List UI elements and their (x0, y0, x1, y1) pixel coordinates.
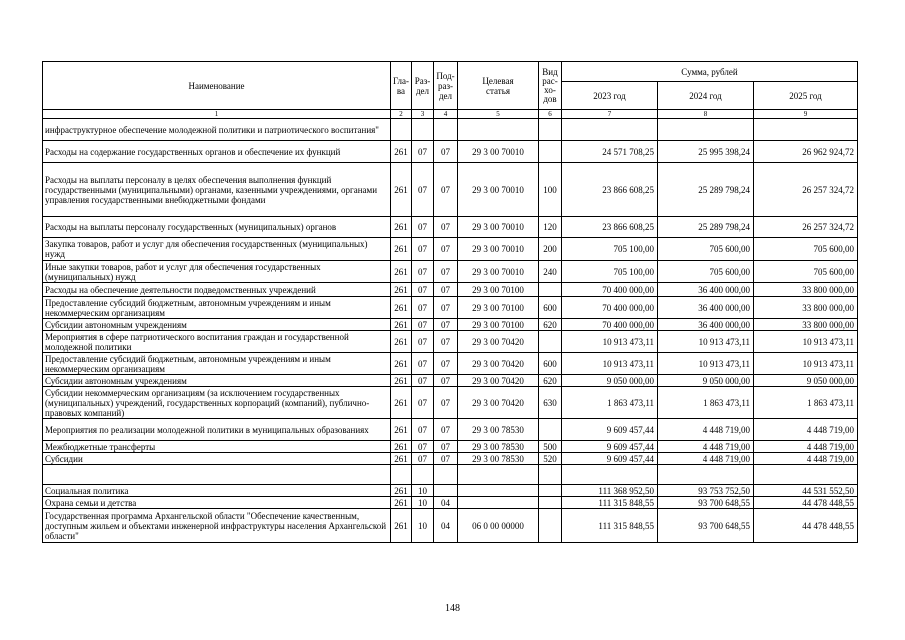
row-target-article (458, 465, 539, 485)
table-row (43, 375, 858, 387)
row-chapter: 261 (391, 419, 412, 441)
row-subsection: 07 (434, 297, 458, 319)
row-name (43, 465, 391, 485)
row-subsection: 07 (434, 387, 458, 419)
col-num: 9 (754, 110, 858, 119)
row-target-article (458, 497, 539, 509)
row-sum-2023: 10 913 473,11 (562, 331, 658, 353)
row-sum-2025: 26 257 324,72 (754, 163, 858, 217)
col-num: 4 (434, 110, 458, 119)
row-sum-2023: 111 315 848,55 (562, 509, 658, 543)
header-vid: Вид рас- хо- дов (539, 62, 562, 110)
table-row (43, 485, 858, 497)
row-sum-2025: 9 050 000,00 (754, 375, 858, 387)
row-name: Субсидии (43, 453, 391, 465)
row-name: Расходы на выплаты персоналу в целях обеспечения выполнения функций государственными (муниципальными) органами, казенными учреждениями, органами управления государственными внебюджетными фондами (43, 163, 391, 217)
row-name: Расходы на выплаты персоналу государственных (муниципальных) органов (43, 217, 391, 238)
row-sum-2023: 10 913 473,11 (562, 353, 658, 375)
row-sum-2024: 93 753 752,50 (658, 485, 754, 497)
row-expense-type: 520 (539, 453, 562, 465)
row-subsection: 07 (434, 353, 458, 375)
row-chapter: 261 (391, 375, 412, 387)
row-section: 07 (412, 283, 434, 297)
row-target-article: 29 3 00 70010 (458, 141, 539, 163)
row-sum-2023: 70 400 000,00 (562, 283, 658, 297)
table-row (43, 453, 858, 465)
row-name: Межбюджетные трансферты (43, 441, 391, 453)
row-sum-2025: 10 913 473,11 (754, 331, 858, 353)
table-row (43, 509, 858, 543)
row-section: 07 (412, 387, 434, 419)
table-row (43, 261, 858, 283)
table-row (43, 163, 858, 217)
header-row-1 (43, 62, 858, 82)
row-sum-2023: 24 571 708,25 (562, 141, 658, 163)
row-chapter: 261 (391, 353, 412, 375)
row-chapter (391, 465, 412, 485)
row-chapter: 261 (391, 261, 412, 283)
row-name: Предоставление субсидий бюджетным, автономным учреждениям и иным некоммерческим организациям (43, 353, 391, 375)
row-expense-type (539, 485, 562, 497)
row-sum-2025: 44 478 448,55 (754, 509, 858, 543)
row-subsection: 07 (434, 419, 458, 441)
header-glava: Гла- ва (391, 62, 412, 110)
row-target-article (458, 485, 539, 497)
row-sum-2025: 26 962 924,72 (754, 141, 858, 163)
row-sum-2025: 1 863 473,11 (754, 387, 858, 419)
row-expense-type: 600 (539, 353, 562, 375)
row-sum-2023: 9 609 457,44 (562, 419, 658, 441)
header-sum: Сумма, рублей (562, 62, 858, 82)
row-name: Расходы на содержание государственных органов и обеспечение их функций (43, 141, 391, 163)
row-expense-type: 500 (539, 441, 562, 453)
row-chapter: 261 (391, 163, 412, 217)
header-podrazdel: Под- раз- дел (434, 62, 458, 110)
header-year-2023: 2023 год (562, 82, 658, 110)
row-name: Мероприятия по реализации молодежной политики в муниципальных образованиях (43, 419, 391, 441)
row-sum-2023: 111 315 848,55 (562, 497, 658, 509)
row-expense-type (539, 509, 562, 543)
row-expense-type: 120 (539, 217, 562, 238)
row-sum-2025: 705 600,00 (754, 238, 858, 261)
row-subsection: 07 (434, 441, 458, 453)
row-sum-2024: 10 913 473,11 (658, 353, 754, 375)
row-sum-2025: 33 800 000,00 (754, 283, 858, 297)
row-sum-2025: 26 257 324,72 (754, 217, 858, 238)
row-section: 07 (412, 375, 434, 387)
row-target-article: 29 3 00 70010 (458, 163, 539, 217)
row-expense-type: 600 (539, 297, 562, 319)
row-section: 07 (412, 319, 434, 331)
column-number-row (43, 110, 858, 119)
row-name: Расходы на обеспечение деятельности подведомственных учреждений (43, 283, 391, 297)
row-section: 10 (412, 509, 434, 543)
row-chapter: 261 (391, 497, 412, 509)
row-target-article: 29 3 00 70010 (458, 261, 539, 283)
row-subsection: 04 (434, 509, 458, 543)
row-section (412, 119, 434, 141)
row-subsection: 07 (434, 238, 458, 261)
row-name: Предоставление субсидий бюджетным, автономным учреждениям и иным некоммерческим организациям (43, 297, 391, 319)
table-row (43, 217, 858, 238)
row-section (412, 465, 434, 485)
row-subsection: 07 (434, 331, 458, 353)
row-section: 07 (412, 441, 434, 453)
row-subsection (434, 119, 458, 141)
row-sum-2024: 36 400 000,00 (658, 319, 754, 331)
col-num: 5 (458, 110, 539, 119)
row-sum-2023: 70 400 000,00 (562, 319, 658, 331)
row-chapter: 261 (391, 387, 412, 419)
row-subsection: 07 (434, 261, 458, 283)
row-sum-2024: 36 400 000,00 (658, 297, 754, 319)
row-target-article (458, 119, 539, 141)
row-chapter: 261 (391, 441, 412, 453)
row-target-article: 29 3 00 78530 (458, 453, 539, 465)
row-name: Субсидии некоммерческим организациям (за исключением государственных (муниципальных) учреждений, государственных корпораций (компаний), публично-правовых компаний) (43, 387, 391, 419)
row-target-article: 29 3 00 70420 (458, 375, 539, 387)
row-sum-2024: 36 400 000,00 (658, 283, 754, 297)
row-expense-type: 620 (539, 319, 562, 331)
row-name: Закупка товаров, работ и услуг для обеспечения государственных (муниципальных) нужд (43, 238, 391, 261)
row-name: Государственная программа Архангельской области "Обеспечение качественным, доступным жильем и объектами инженерной инфраструктуры населения Архангельской области" (43, 509, 391, 543)
row-section: 07 (412, 217, 434, 238)
row-name: Охрана семьи и детства (43, 497, 391, 509)
row-sum-2023: 705 100,00 (562, 261, 658, 283)
col-num: 2 (391, 110, 412, 119)
row-name: Социальная политика (43, 485, 391, 497)
row-sum-2025: 4 448 719,00 (754, 441, 858, 453)
row-chapter: 261 (391, 297, 412, 319)
row-sum-2025: 33 800 000,00 (754, 319, 858, 331)
row-subsection: 07 (434, 375, 458, 387)
row-section: 07 (412, 141, 434, 163)
budget-table (42, 61, 858, 543)
header-year-2025: 2025 год (754, 82, 858, 110)
row-section: 07 (412, 331, 434, 353)
row-sum-2024: 93 700 648,55 (658, 497, 754, 509)
table-row (43, 283, 858, 297)
col-num: 7 (562, 110, 658, 119)
row-subsection: 07 (434, 283, 458, 297)
row-sum-2023: 9 609 457,44 (562, 453, 658, 465)
row-sum-2025 (754, 465, 858, 485)
row-target-article: 06 0 00 00000 (458, 509, 539, 543)
row-sum-2024: 1 863 473,11 (658, 387, 754, 419)
row-target-article: 29 3 00 70100 (458, 297, 539, 319)
row-sum-2023: 70 400 000,00 (562, 297, 658, 319)
table-row (43, 119, 858, 141)
row-sum-2024 (658, 119, 754, 141)
row-name: инфраструктурное обеспечение молодежной политики и патриотического воспитания" (43, 119, 391, 141)
row-sum-2023: 705 100,00 (562, 238, 658, 261)
row-subsection (434, 485, 458, 497)
row-subsection: 07 (434, 141, 458, 163)
budget-table-sheet (42, 61, 857, 543)
table-row (43, 419, 858, 441)
row-section: 07 (412, 419, 434, 441)
row-sum-2023: 9 609 457,44 (562, 441, 658, 453)
row-expense-type: 240 (539, 261, 562, 283)
row-section: 10 (412, 497, 434, 509)
row-sum-2025: 4 448 719,00 (754, 419, 858, 441)
row-expense-type: 200 (539, 238, 562, 261)
table-row (43, 353, 858, 375)
row-sum-2024: 4 448 719,00 (658, 441, 754, 453)
header-year-2024: 2024 год (658, 82, 754, 110)
col-num: 1 (43, 110, 391, 119)
row-subsection: 04 (434, 497, 458, 509)
row-sum-2025: 33 800 000,00 (754, 297, 858, 319)
row-expense-type (539, 283, 562, 297)
row-target-article: 29 3 00 70420 (458, 331, 539, 353)
row-subsection: 07 (434, 319, 458, 331)
row-name: Иные закупки товаров, работ и услуг для обеспечения государственных (муниципальных) нужд (43, 261, 391, 283)
table-body (43, 119, 858, 543)
row-expense-type (539, 141, 562, 163)
row-sum-2024: 705 600,00 (658, 238, 754, 261)
row-name: Субсидии автономным учреждениям (43, 319, 391, 331)
col-num: 8 (658, 110, 754, 119)
row-target-article: 29 3 00 70010 (458, 217, 539, 238)
table-row (43, 238, 858, 261)
row-section: 07 (412, 261, 434, 283)
row-subsection: 07 (434, 217, 458, 238)
row-sum-2024: 25 289 798,24 (658, 217, 754, 238)
row-chapter: 261 (391, 485, 412, 497)
row-chapter: 261 (391, 141, 412, 163)
row-expense-type: 630 (539, 387, 562, 419)
col-num: 6 (539, 110, 562, 119)
row-sum-2024: 4 448 719,00 (658, 453, 754, 465)
table-row (43, 387, 858, 419)
row-sum-2024: 9 050 000,00 (658, 375, 754, 387)
row-sum-2024: 10 913 473,11 (658, 331, 754, 353)
row-sum-2024: 25 289 798,24 (658, 163, 754, 217)
row-chapter: 261 (391, 453, 412, 465)
row-chapter: 261 (391, 331, 412, 353)
row-sum-2023 (562, 465, 658, 485)
header-razdel: Раз- дел (412, 62, 434, 110)
row-sum-2023: 1 863 473,11 (562, 387, 658, 419)
row-section: 07 (412, 297, 434, 319)
row-sum-2025: 44 531 552,50 (754, 485, 858, 497)
row-sum-2024: 93 700 648,55 (658, 509, 754, 543)
row-sum-2024: 4 448 719,00 (658, 419, 754, 441)
row-sum-2025 (754, 119, 858, 141)
row-section: 07 (412, 353, 434, 375)
row-chapter (391, 119, 412, 141)
row-section: 07 (412, 453, 434, 465)
page-number: 148 (445, 603, 460, 614)
row-section: 07 (412, 238, 434, 261)
row-sum-2024: 705 600,00 (658, 261, 754, 283)
row-expense-type (539, 331, 562, 353)
row-chapter: 261 (391, 283, 412, 297)
table-row (43, 141, 858, 163)
row-target-article: 29 3 00 78530 (458, 441, 539, 453)
row-expense-type: 100 (539, 163, 562, 217)
row-target-article: 29 3 00 70420 (458, 353, 539, 375)
row-expense-type (539, 419, 562, 441)
row-target-article: 29 3 00 70100 (458, 283, 539, 297)
row-expense-type (539, 497, 562, 509)
row-target-article: 29 3 00 78530 (458, 419, 539, 441)
table-row (43, 497, 858, 509)
table-row (43, 297, 858, 319)
row-expense-type (539, 119, 562, 141)
row-sum-2024 (658, 465, 754, 485)
row-chapter: 261 (391, 319, 412, 331)
col-num: 3 (412, 110, 434, 119)
row-subsection (434, 465, 458, 485)
row-target-article: 29 3 00 70420 (458, 387, 539, 419)
row-expense-type: 620 (539, 375, 562, 387)
row-target-article: 29 3 00 70010 (458, 238, 539, 261)
row-sum-2023: 23 866 608,25 (562, 217, 658, 238)
table-row (43, 331, 858, 353)
table-row (43, 319, 858, 331)
row-chapter: 261 (391, 217, 412, 238)
row-section: 07 (412, 163, 434, 217)
row-chapter: 261 (391, 509, 412, 543)
row-expense-type (539, 465, 562, 485)
row-subsection: 07 (434, 453, 458, 465)
row-sum-2023: 111 368 952,50 (562, 485, 658, 497)
header-name: Наименование (43, 62, 391, 110)
header-target: Целевая статья (458, 62, 539, 110)
row-chapter: 261 (391, 238, 412, 261)
row-name: Мероприятия в сфере патриотического воспитания граждан и государственной молодежной политики (43, 331, 391, 353)
row-sum-2023: 23 866 608,25 (562, 163, 658, 217)
row-subsection: 07 (434, 163, 458, 217)
row-name: Субсидии автономным учреждениям (43, 375, 391, 387)
table-row (43, 441, 858, 453)
row-sum-2024: 25 995 398,24 (658, 141, 754, 163)
row-target-article: 29 3 00 70100 (458, 319, 539, 331)
row-section: 10 (412, 485, 434, 497)
row-sum-2025: 44 478 448,55 (754, 497, 858, 509)
row-sum-2023: 9 050 000,00 (562, 375, 658, 387)
row-sum-2025: 4 448 719,00 (754, 453, 858, 465)
row-sum-2025: 10 913 473,11 (754, 353, 858, 375)
row-sum-2023 (562, 119, 658, 141)
table-row (43, 465, 858, 485)
row-sum-2025: 705 600,00 (754, 261, 858, 283)
